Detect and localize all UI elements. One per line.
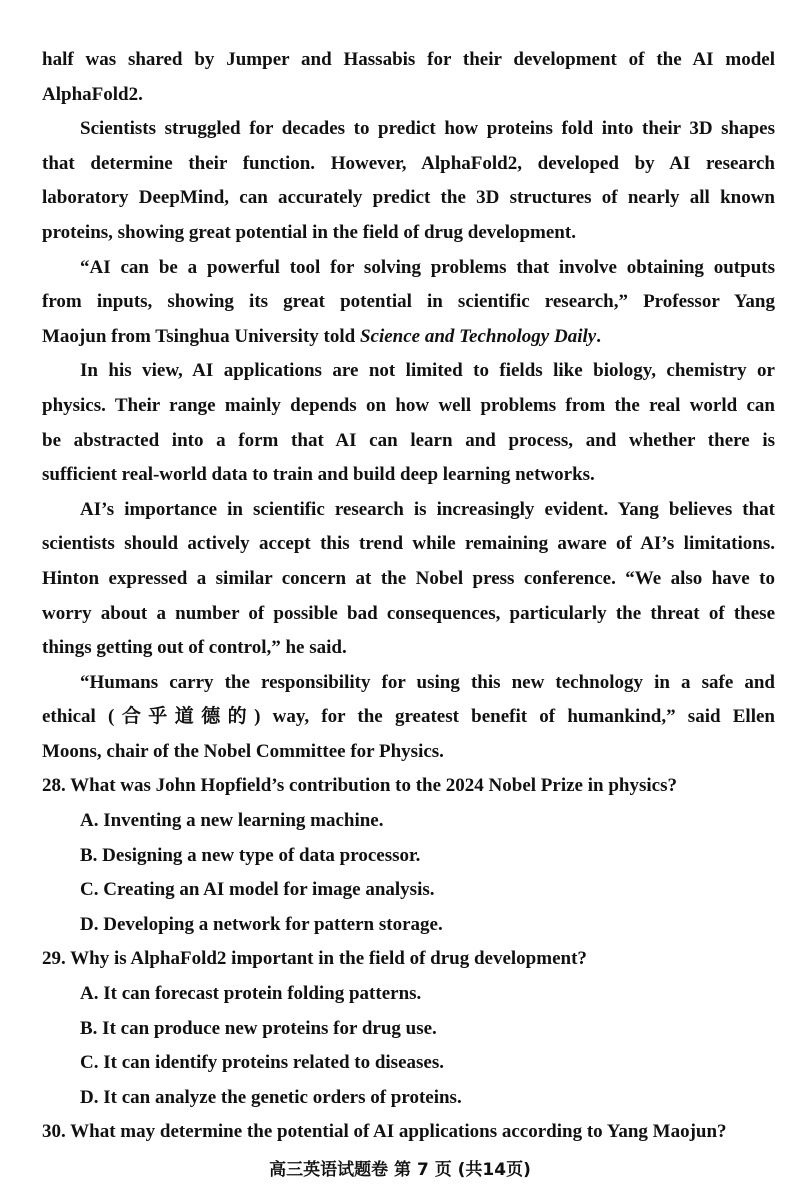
- paragraph-line: be abstracted into a form that AI can learn and process, and whether there is: [42, 429, 775, 451]
- answer-option: C. It can identify proteins related to diseases.: [80, 1052, 444, 1074]
- paragraph-line: that determine their function. However, AlphaFold2, developed by AI research: [42, 152, 775, 174]
- answer-option: A. Inventing a new learning machine.: [80, 810, 384, 832]
- paragraph-line: worry about a number of possible bad consequences, particularly the threat of these: [42, 602, 775, 624]
- answer-option: B. Designing a new type of data processor.: [80, 844, 421, 866]
- paragraph-line: scientists should actively accept this trend while remaining aware of AI’s limitations.: [42, 533, 775, 555]
- paragraph-line: AlphaFold2.: [42, 83, 143, 105]
- paragraph-line: ethical (合乎道德的) way, for the greatest benefit of humankind,” said Ellen: [42, 706, 775, 728]
- paragraph-line: things getting out of control,” he said.: [42, 637, 347, 659]
- paragraph-line: proteins, showing great potential in the field of drug development.: [42, 221, 576, 243]
- paragraph-line: laboratory DeepMind, can accurately predict the 3D structures of nearly all known: [42, 187, 775, 209]
- paragraph-line: In his view, AI applications are not limited to fields like biology, chemistry or: [80, 360, 775, 382]
- answer-option: D. It can analyze the genetic orders of proteins.: [80, 1086, 462, 1108]
- passage-body: [42, 43, 775, 1150]
- paragraph-line: sufficient real-world data to train and build deep learning networks.: [42, 464, 595, 486]
- paragraph-line: from inputs, showing its great potential in scientific research,” Professor Yang: [42, 291, 775, 313]
- text-span: .: [596, 325, 601, 347]
- paragraph-line: AI’s importance in scientific research is increasingly evident. Yang believes that: [80, 498, 775, 520]
- question-stem: 30. What may determine the potential of AI applications according to Yang Maojun?: [42, 1121, 727, 1143]
- paragraph-line: Scientists struggled for decades to predict how proteins fold into their 3D shapes: [80, 118, 775, 140]
- question-stem: 28. What was John Hopfield’s contribution to the 2024 Nobel Prize in physics?: [42, 775, 677, 797]
- answer-option: B. It can produce new proteins for drug use.: [80, 1017, 437, 1039]
- text-span: Maojun from Tsinghua University told: [42, 325, 360, 347]
- answer-option: D. Developing a network for pattern storage.: [80, 913, 443, 935]
- paragraph-line: physics. Their range mainly depends on how well problems from the real world can: [42, 394, 775, 416]
- paragraph-line: Hinton expressed a similar concern at the Nobel press conference. “We also have to: [42, 567, 775, 589]
- paragraph-line: [42, 320, 775, 355]
- question-stem: 29. Why is AlphaFold2 important in the field of drug development?: [42, 948, 587, 970]
- publication-title: Science and Technology Daily: [359, 325, 597, 347]
- paragraph-line: Moons, chair of the Nobel Committee for Physics.: [42, 740, 444, 762]
- page-footer: 高三英语试题卷 第 7 页 (共14页): [269, 1160, 531, 1180]
- answer-option: C. Creating an AI model for image analysis.: [80, 879, 435, 901]
- answer-option: A. It can forecast protein folding patterns.: [80, 983, 422, 1005]
- paragraph-line: half was shared by Jumper and Hassabis for their development of the AI model: [42, 49, 775, 70]
- paragraph-line: “AI can be a powerful tool for solving problems that involve obtaining outputs: [80, 256, 775, 278]
- paragraph-line: “Humans carry the responsibility for using this new technology in a safe and: [80, 671, 775, 693]
